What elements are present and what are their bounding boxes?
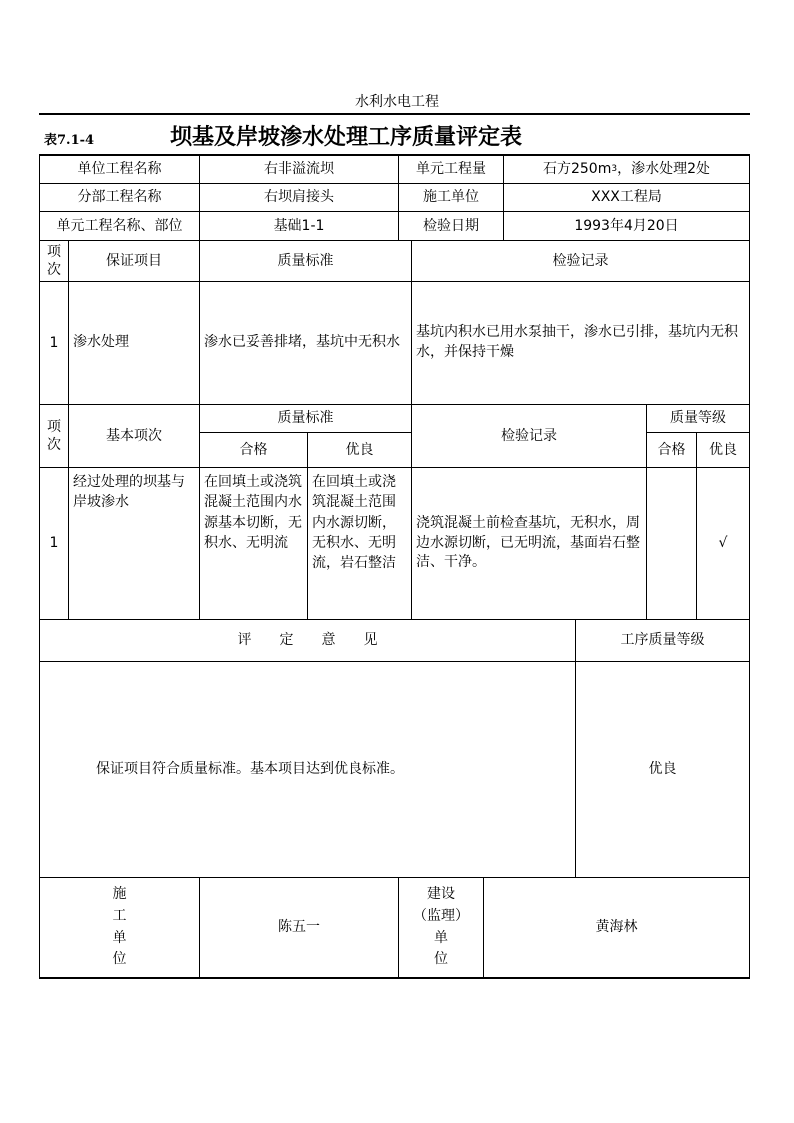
basic-item-header: 基本项次 bbox=[106, 427, 162, 444]
guarantee-row-seq: 1 bbox=[49, 334, 59, 351]
evaluation-grade-header: 工序质量等级 bbox=[620, 632, 705, 649]
construction-unit-label: 施 工 单 位 bbox=[112, 886, 127, 968]
contractor-label: 施工单位 bbox=[423, 189, 479, 206]
owner-unit-signer: 黄海林 bbox=[595, 919, 638, 936]
element-name-label: 单元工程名称、部位 bbox=[56, 217, 183, 234]
guarantee-seq-header: 项 次 bbox=[47, 243, 61, 278]
evaluation-opinion-text: 保证项目符合质量标准。基本项目达到优良标准。 bbox=[96, 760, 404, 777]
guarantee-standard-header: 质量标准 bbox=[277, 252, 334, 269]
element-quantity-label: 单元工程量 bbox=[416, 160, 486, 177]
contractor-value: XXX工程局 bbox=[591, 189, 662, 206]
guarantee-row-standard: 渗水已妥善排堵，基坑中无积水 bbox=[204, 334, 400, 351]
basic-record-header: 检验记录 bbox=[501, 427, 557, 444]
guarantee-row-item: 渗水处理 bbox=[73, 334, 129, 351]
inspect-date-value: 1993年4月20日 bbox=[574, 217, 679, 234]
unit-project-value: 右非溢流坝 bbox=[264, 160, 334, 177]
guarantee-row-record: 基坑内积水已用水泵抽干，渗水已引排，基坑内无积水，并保持干燥 bbox=[416, 324, 738, 360]
guarantee-record-header: 检验记录 bbox=[552, 252, 609, 269]
unit-project-label: 单位工程名称 bbox=[77, 160, 162, 177]
basic-good-header: 优良 bbox=[345, 441, 374, 458]
organization-header: 水利水电工程 bbox=[355, 94, 439, 110]
basic-row-seq: 1 bbox=[49, 535, 59, 552]
owner-unit-label: 建设 （监理） 单 位 bbox=[413, 886, 469, 968]
basic-row-pass-standard: 在回填土或浇筑混凝土范围内水源基本切断，无积水、无明流 bbox=[204, 474, 302, 551]
evaluation-grade-value: 优良 bbox=[648, 761, 677, 778]
basic-grade-header: 质量等级 bbox=[670, 410, 726, 427]
element-name-value: 基础1-1 bbox=[273, 217, 325, 234]
basic-row-grade-good: √ bbox=[718, 535, 728, 552]
table-number: 表7.1-4 bbox=[44, 133, 95, 148]
guarantee-item-header: 保证项目 bbox=[106, 252, 162, 269]
division-value: 右坝肩接头 bbox=[264, 189, 334, 206]
basic-row-record: 浇筑混凝土前检查基坑，无积水，周边水源切断，已无明流，基面岩石整洁、干净。 bbox=[416, 515, 640, 571]
division-label: 分部工程名称 bbox=[77, 189, 162, 206]
inspect-date-label: 检验日期 bbox=[423, 217, 479, 234]
form-title: 坝基及岸坡渗水处理工序质量评定表 bbox=[170, 124, 523, 150]
basic-row-grade-pass bbox=[647, 468, 696, 619]
evaluation-opinion-header: 评 定 意 见 bbox=[237, 632, 378, 649]
basic-row-good-standard: 在回填土或浇筑混凝土范围内水源切断，无积水、无明流，岩石整洁 bbox=[312, 474, 396, 572]
basic-row-item: 经过处理的坝基与岸坡渗水 bbox=[73, 474, 185, 511]
basic-grade-pass-header: 合格 bbox=[657, 441, 686, 458]
basic-seq-header: 项 次 bbox=[47, 418, 61, 453]
basic-standard-header: 质量标准 bbox=[277, 410, 334, 427]
construction-unit-signer: 陈五一 bbox=[278, 919, 320, 936]
element-quantity-value: 石方250m 3 ，渗水处理2处 bbox=[542, 160, 710, 177]
basic-pass-header: 合格 bbox=[239, 441, 268, 458]
basic-grade-good-header: 优良 bbox=[709, 441, 737, 458]
